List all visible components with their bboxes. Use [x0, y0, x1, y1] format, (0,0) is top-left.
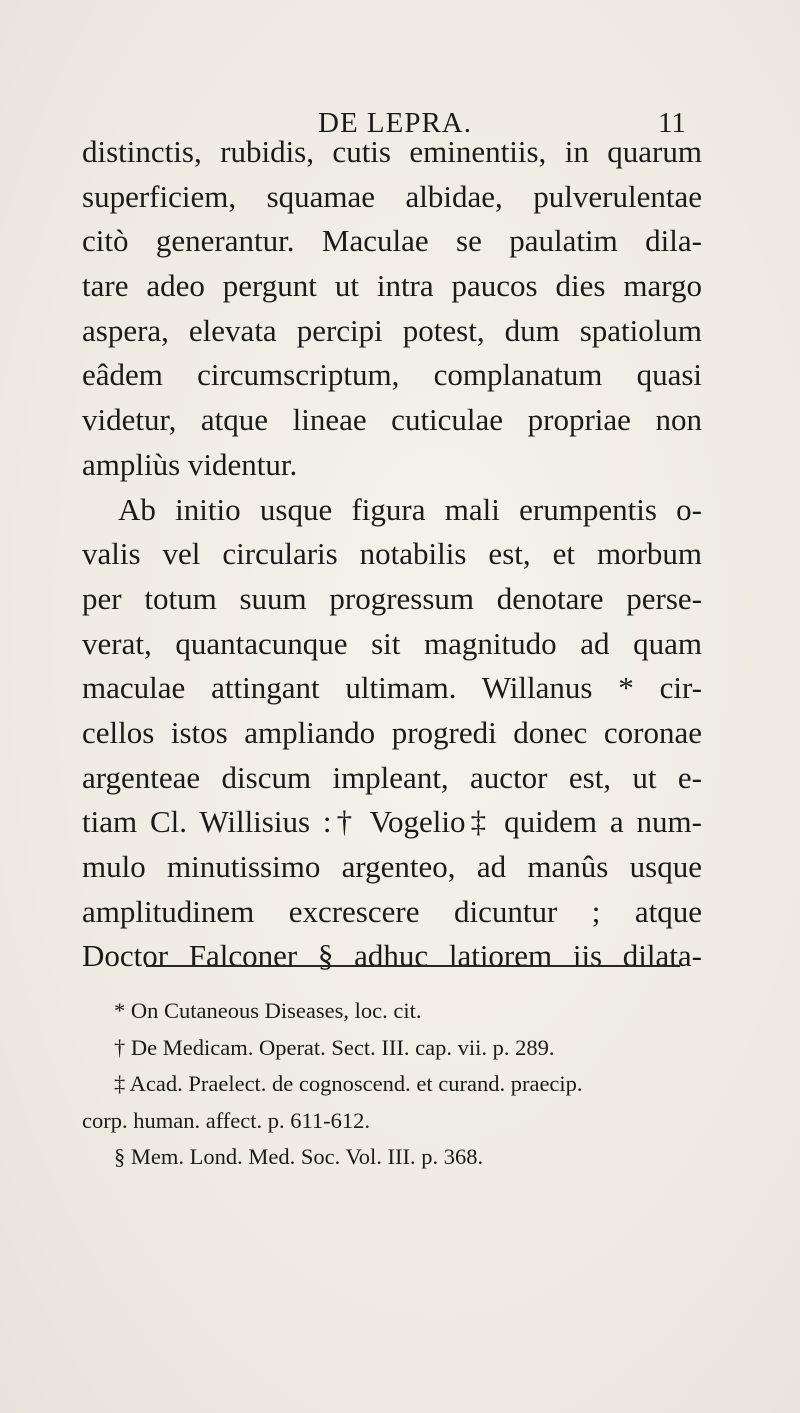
body-line: per totum suum progressum denotare perse-	[82, 580, 702, 616]
body-line: maculae attingant ultimam. Willanus * cir-	[82, 670, 702, 706]
footnote-rule	[146, 965, 680, 967]
body-line-paragraph-start: Ab initio usque figura mali erumpentis o-	[118, 491, 702, 527]
body-line: eâdem circumscriptum, complanatum quasi	[82, 357, 702, 393]
footnote: † De Medicam. Operat. Sect. III. cap. vii. p. 289.	[114, 1034, 555, 1060]
body-line: verat, quantacunque sit magnitudo ad quam	[82, 625, 702, 661]
body-line: videtur, atque lineae cuticulae propriae non	[82, 402, 702, 438]
body-line: mulo minutissimo argenteo, ad manûs usque	[82, 849, 702, 884]
body-line: aspera, elevata percipi potest, dum spatiolum	[82, 312, 702, 348]
body-line: tiam Cl. Willisius :† Vogelio‡ quidem a num-	[82, 804, 702, 840]
body-line: amplitudinem excrescere dicuntur ; atque	[82, 893, 702, 929]
footnotes	[82, 993, 702, 1176]
footnote: * On Cutaneous Diseases, loc. cit.	[114, 998, 422, 1023]
footnote: § Mem. Lond. Med. Soc. Vol. III. p. 368.	[114, 1144, 484, 1169]
body-line: superficiem, squamae albidae, pulverulentae	[82, 178, 702, 214]
body-text	[82, 130, 702, 979]
body-line: argenteae discum impleant, auctor est, ut e-	[82, 759, 702, 795]
body-line: valis vel circularis notabilis est, et morbum	[82, 536, 702, 572]
body-line: Doctor Falconer § adhuc latiorem iis dilata-	[82, 938, 702, 974]
body-line: cellos istos ampliando progredi donec coronae	[82, 714, 702, 750]
body-line: tare adeo pergunt ut intra paucos dies margo	[82, 268, 702, 304]
body-line: distinctis, rubidis, cutis eminentiis, in quarum	[82, 134, 702, 169]
running-title: DE LEPRA.	[318, 107, 472, 139]
body-line-paragraph-end: ampliùs videntur.	[82, 446, 298, 482]
footnote: ‡ Acad. Praelect. de cognoscend. et curand. praecip.	[114, 1071, 583, 1096]
page-number: 11	[658, 107, 686, 139]
footnote-continuation: corp. human. affect. p. 611-612.	[82, 1107, 371, 1133]
body-line: citò generantur. Maculae se paulatim dila-	[82, 223, 702, 259]
